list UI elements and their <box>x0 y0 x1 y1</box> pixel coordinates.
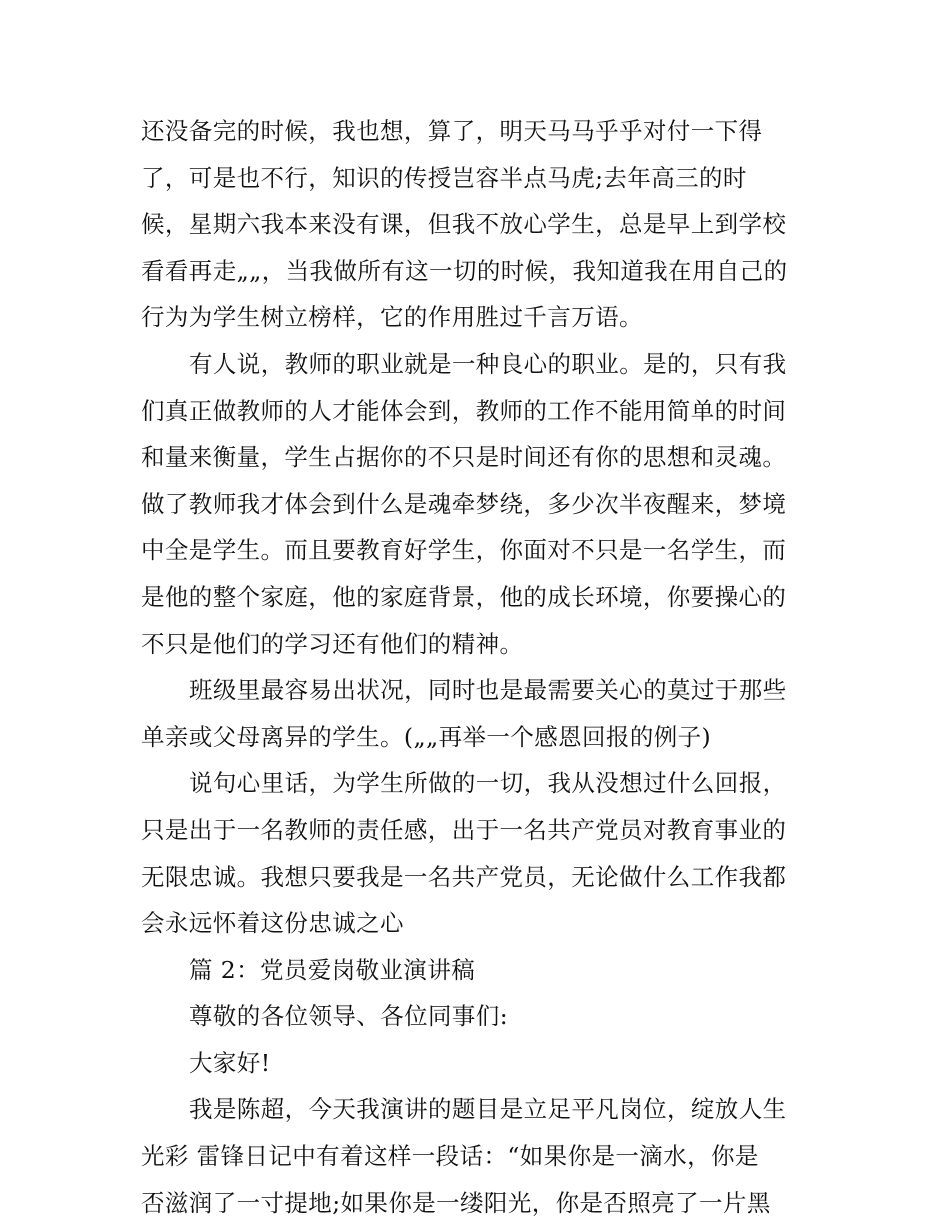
document-body <box>141 108 821 1226</box>
paragraph-first-line: 有人说，教师的职业就是一种良心的职业。是的，只有我 <box>189 349 787 378</box>
text-line: 只是出于一名教师的责任感，出于一名共产党员对教育事业的 <box>141 815 787 844</box>
paragraph-first-line: 班级里最容易出状况，同时也是最需要关心的莫过于那些 <box>189 676 787 705</box>
text-line: 中全是学生。而且要教育好学生，你面对不只是一名学生，而 <box>141 536 787 565</box>
text-line: 候，星期六我本来没有课，但我不放心学生，总是早上到学校 <box>141 210 787 239</box>
text-line: 单亲或父母离异的学生。(„„再举一个感恩回报的例子) <box>141 722 712 751</box>
text-line: 还没备完的时候，我也想，算了，明天马马乎乎对付一下得 <box>141 117 763 145</box>
text-line: 会永远怀着这份忠诚之心 <box>141 909 404 938</box>
section-heading: 篇 2：党员爱岗敬业演讲稿 <box>189 955 476 984</box>
text-line: 做了教师我才体会到什么是魂牵梦绕，多少次半夜醒来，梦境 <box>141 489 787 518</box>
text-line: 是他的整个家庭，他的家庭背景，他的成长环境，你要操心的 <box>141 582 787 611</box>
text-line: 光彩 雷锋日记中有着这样一段话：“如果你是一滴水，你是 <box>141 1142 759 1171</box>
text-line: 了，可是也不行，知识的传授岂容半点马虎;去年高三的时 <box>141 163 747 192</box>
text-line: 看看再走„„，当我做所有这一切的时候，我知道我在用自己的 <box>141 256 788 285</box>
text-line: 无限忠诚。我想只要我是一名共产党员，无论做什么工作我都 <box>141 862 787 891</box>
text-line: 行为为学生树立榜样，它的作用胜过千言万语。 <box>141 303 643 332</box>
text-line: 和量来衡量，学生占据你的不只是时间还有你的思想和灵魂。 <box>141 443 787 472</box>
salutation: 尊敬的各位领导、各位同事们: <box>189 1002 509 1031</box>
paragraph-first-line: 说句心里话，为学生所做的一切，我从没想过什么回报， <box>189 769 787 798</box>
text-line: 们真正做教师的人才能体会到，教师的工作不能用简单的时间 <box>141 396 787 425</box>
text-line: 不只是他们的学习还有他们的精神。 <box>141 629 524 658</box>
paragraph-first-line: 我是陈超，今天我演讲的题目是立足平凡岗位，绽放人生 <box>189 1095 787 1124</box>
greeting: 大家好! <box>189 1048 271 1077</box>
text-line: 否滋润了一寸提地;如果你是一缕阳光，你是否照亮了一片黑 <box>141 1188 771 1217</box>
